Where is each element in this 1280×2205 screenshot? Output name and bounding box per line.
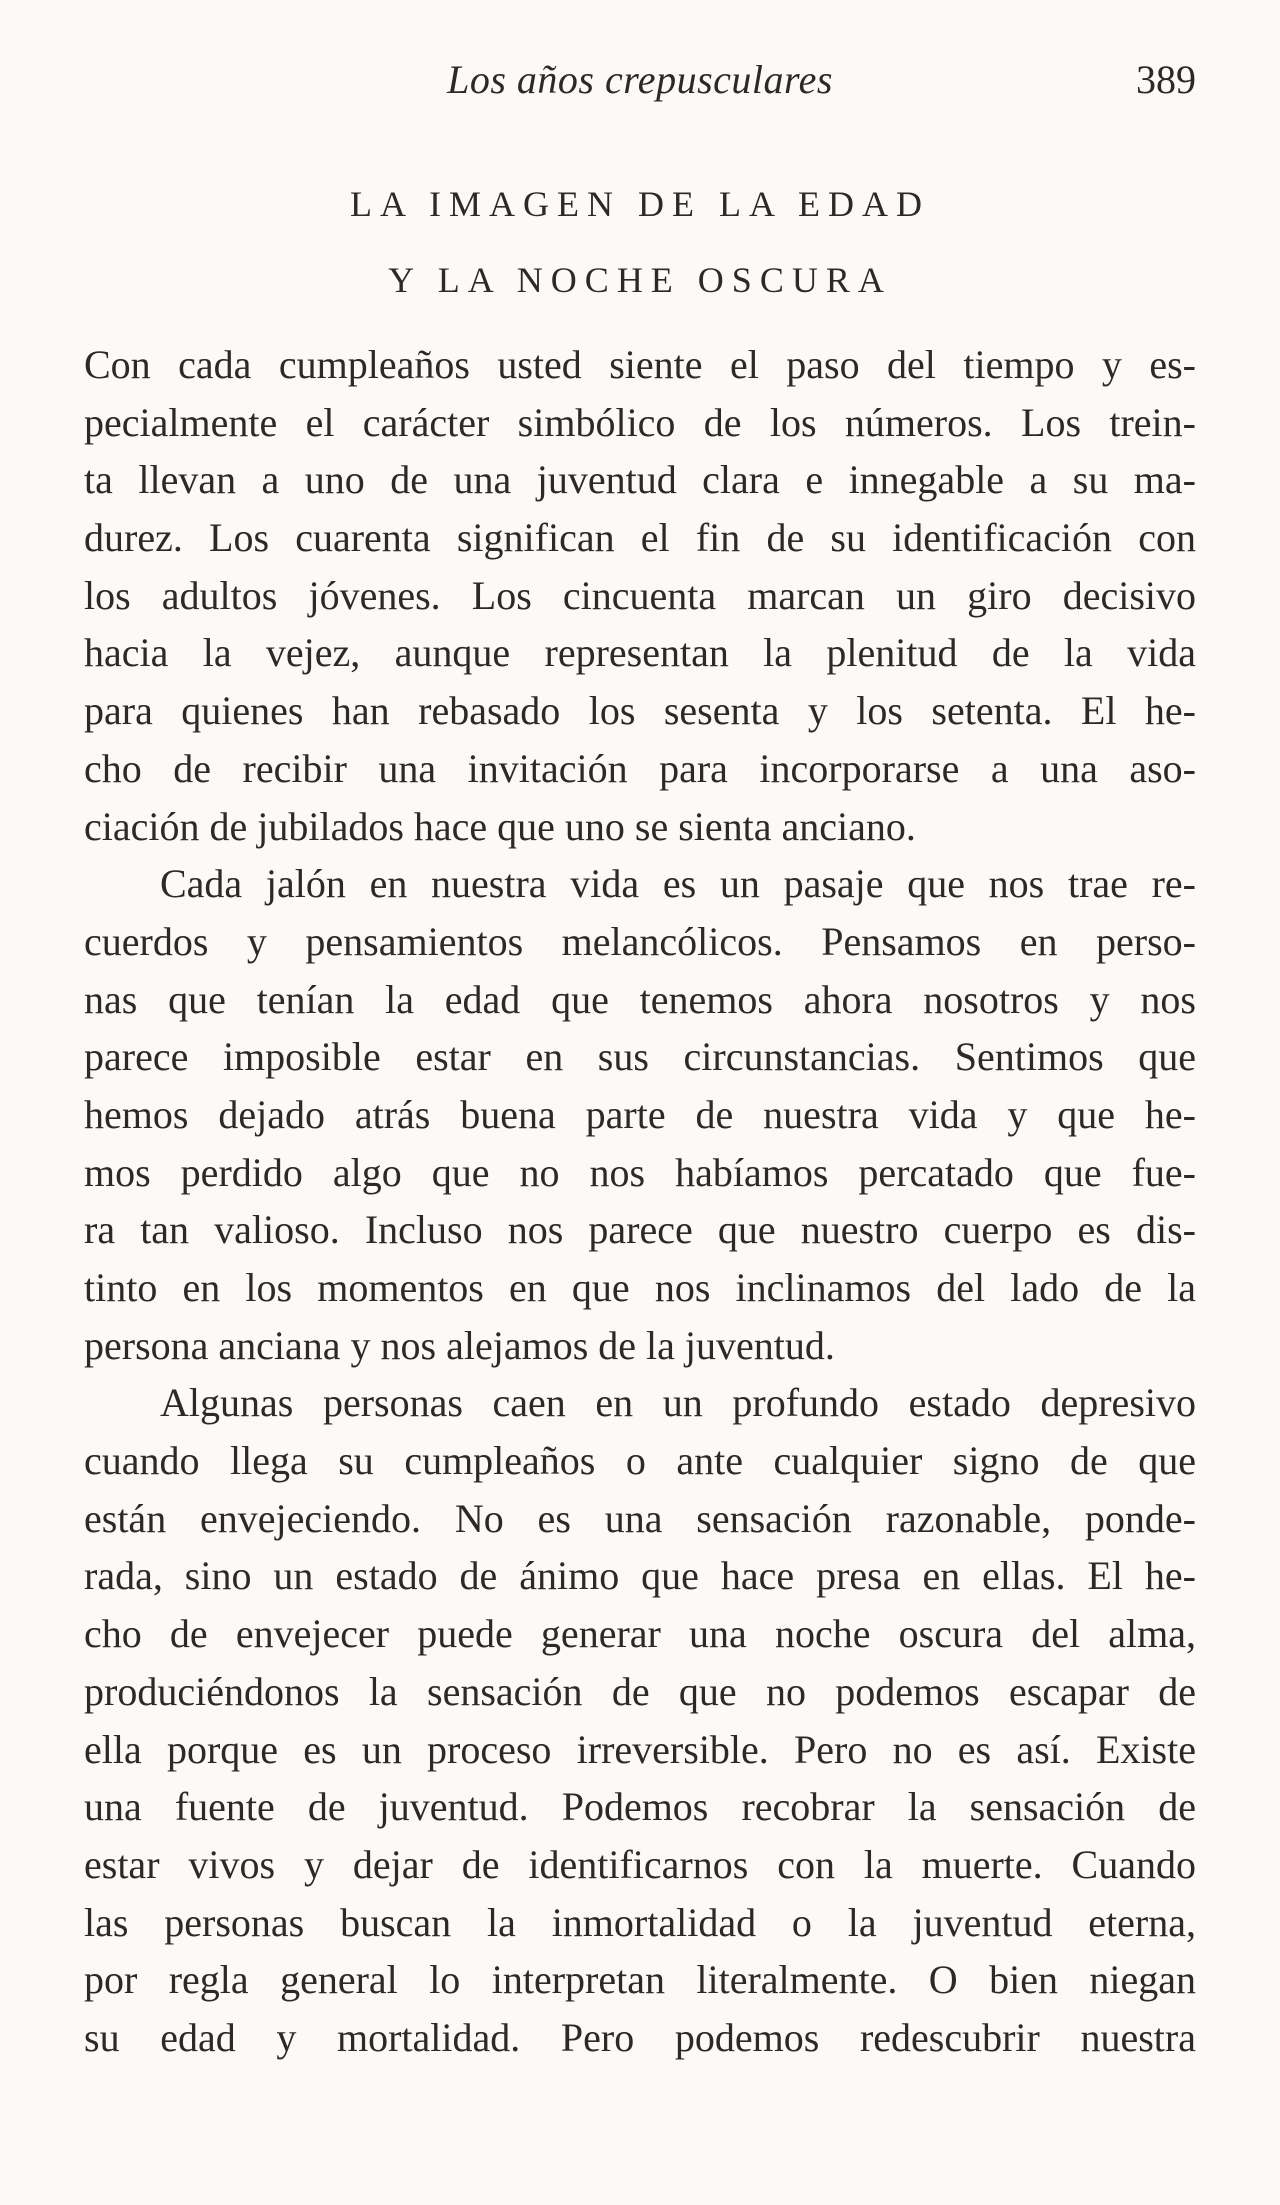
text-line: mos perdido algo que no nos habíamos percatado que fue- xyxy=(84,1149,1196,1195)
text-line: para quienes han rebasado los sesenta y los setenta. El he- xyxy=(84,688,1196,734)
text-line: tinto en los momentos en que nos inclinamos del lado de la xyxy=(84,1265,1196,1310)
section-heading xyxy=(84,166,1196,318)
text-line: pecialmente el carácter simbólico de los números. Los trein- xyxy=(84,399,1196,445)
text-line: cho de envejecer puede generar una noche oscura del alma, xyxy=(84,1611,1196,1657)
text-line: cho de recibir una invitación para incorporarse a una aso- xyxy=(84,745,1196,791)
text-line: las personas buscan la inmortalidad o la juventud eterna, xyxy=(84,1899,1196,1945)
text-line: ella porque es un proceso irreversible. Pero no es así. Existe xyxy=(84,1726,1196,1772)
text-line: Algunas personas caen en un profundo estado depresivo xyxy=(160,1380,1196,1426)
running-header xyxy=(84,52,1196,108)
text-line: cuerdos y pensamientos melancólicos. Pensamos en perso- xyxy=(84,918,1196,964)
text-line: cuando llega su cumpleaños o ante cualquier signo de que xyxy=(84,1438,1196,1484)
text-line: ciación de jubilados hace que uno se sienta anciano. xyxy=(84,803,916,849)
text-line: nas que tenían la edad que tenemos ahora nosotros y nos xyxy=(84,976,1196,1022)
page-number: 389 xyxy=(1136,57,1196,102)
text-line: hacia la vejez, aunque representan la plenitud de la vida xyxy=(84,630,1196,676)
text-line: una fuente de juventud. Podemos recobrar la sensación de xyxy=(84,1784,1196,1830)
text-line: Con cada cumpleaños usted siente el paso del tiempo y es- xyxy=(84,342,1196,387)
text-line: durez. Los cuarenta significan el fin de su identificación con xyxy=(84,515,1196,561)
paragraph-1 xyxy=(84,336,1196,855)
text-line: parece imposible estar en sus circunstancias. Sentimos que xyxy=(84,1034,1196,1080)
running-title: Los años crepusculares xyxy=(447,57,833,102)
text-line: persona anciana y nos alejamos de la juventud. xyxy=(84,1322,835,1368)
text-line: ra tan valioso. Incluso nos parece que nuestro cuerpo es dis- xyxy=(84,1207,1196,1253)
text-line: están envejeciendo. No es una sensación razonable, ponde- xyxy=(84,1495,1196,1541)
text-line: produciéndonos la sensación de que no podemos escapar de xyxy=(84,1668,1196,1714)
text-line: estar vivos y dejar de identificarnos con la muerte. Cuando xyxy=(84,1841,1196,1887)
paragraph-2 xyxy=(84,855,1196,1374)
text-line: por regla general lo interpretan literalmente. O bien niegan xyxy=(84,1957,1196,2003)
text-line: hemos dejado atrás buena parte de nuestra vida y que he- xyxy=(84,1091,1196,1137)
section-heading-line-1: LA IMAGEN DE LA EDAD xyxy=(350,184,930,224)
text-line: ta llevan a uno de una juventud clara e innegable a su ma- xyxy=(84,457,1196,503)
text-line: Cada jalón en nuestra vida es un pasaje que nos trae re- xyxy=(160,861,1196,907)
text-line: los adultos jóvenes. Los cincuenta marcan un giro decisivo xyxy=(84,572,1196,618)
text-line: rada, sino un estado de ánimo que hace presa en ellas. El he- xyxy=(84,1553,1196,1599)
paragraph-3 xyxy=(84,1374,1196,2066)
section-heading-line-2: Y LA NOCHE OSCURA xyxy=(388,260,892,300)
body-text xyxy=(84,336,1196,2067)
text-line: su edad y mortalidad. Pero podemos redescubrir nuestra xyxy=(84,2014,1196,2060)
